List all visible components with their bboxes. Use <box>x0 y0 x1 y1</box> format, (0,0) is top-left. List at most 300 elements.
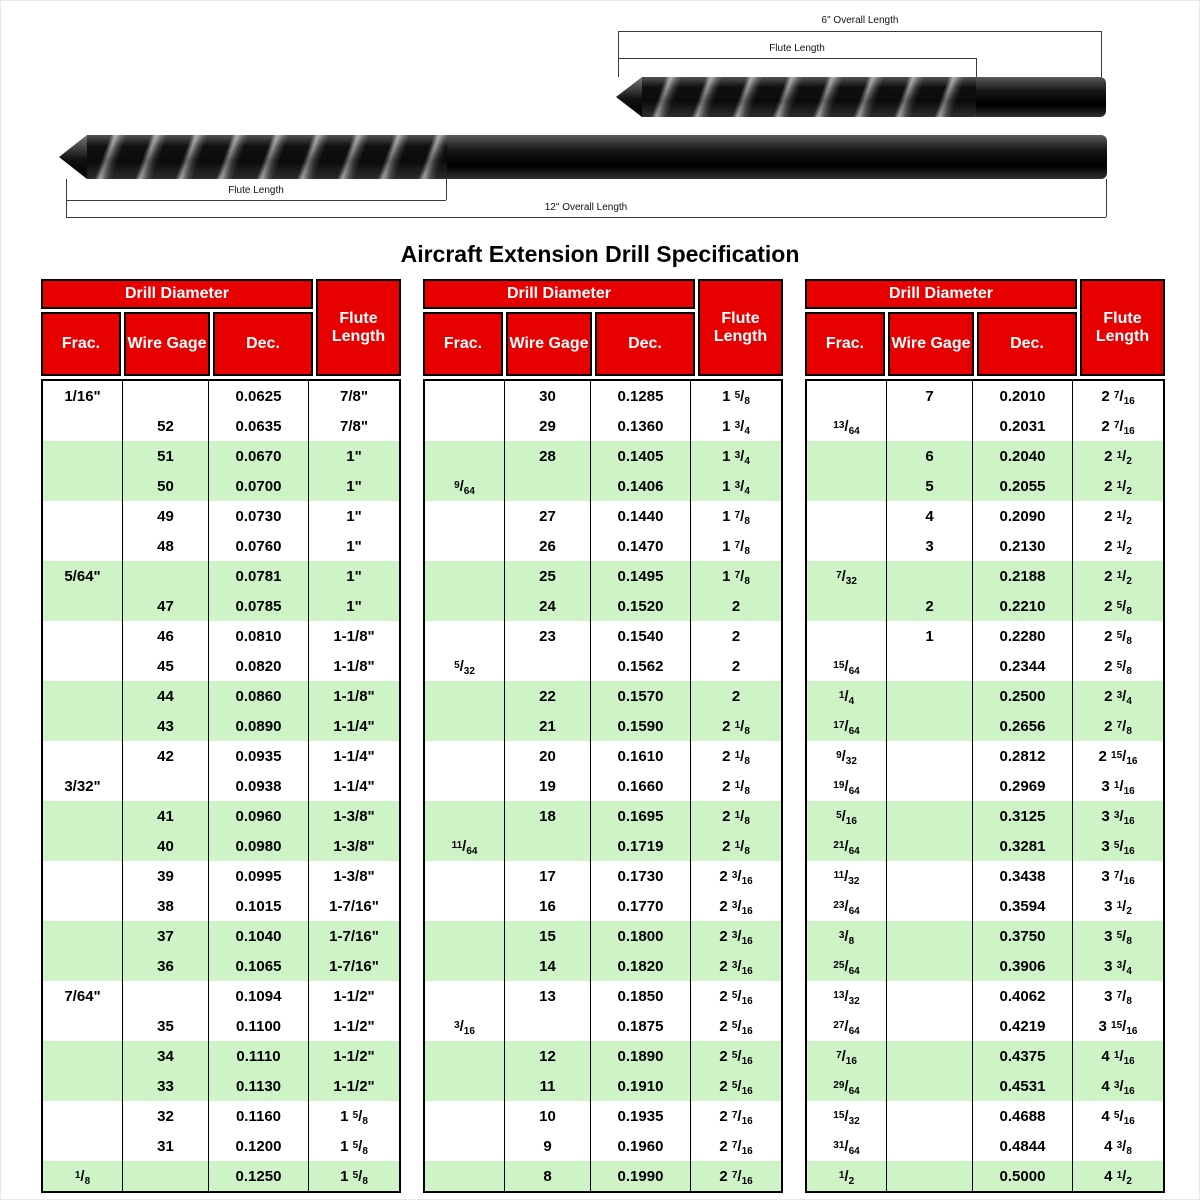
table-row <box>425 831 781 861</box>
flute-cell: 1-3/8" <box>333 867 375 885</box>
table-row <box>43 1041 399 1071</box>
frac-cell <box>43 801 123 831</box>
flute-cell: 1 $^7/_8$ <box>722 567 750 587</box>
drill-diameter-header: Drill Diameter <box>805 279 1077 309</box>
wire-cell: 6 <box>887 441 973 471</box>
flute-cell: 2 $^7/_{16}$ <box>719 1167 753 1187</box>
table-row <box>43 1011 399 1041</box>
table-row <box>807 951 1163 981</box>
frac-cell <box>43 681 123 711</box>
frac-cell <box>425 951 505 981</box>
dec-cell: 0.1890 <box>591 1041 691 1071</box>
table-row <box>425 981 781 1011</box>
wire-cell: 2 <box>887 591 973 621</box>
table-row <box>425 891 781 921</box>
frac-cell <box>43 1041 123 1071</box>
frac-header: Frac. <box>805 312 885 376</box>
dec-cell: 0.1730 <box>591 861 691 891</box>
wire-cell: 21 <box>505 711 591 741</box>
dec-cell: 0.4531 <box>973 1071 1073 1101</box>
table-row <box>425 861 781 891</box>
wire-cell <box>887 1101 973 1131</box>
dec-cell: 0.1960 <box>591 1131 691 1161</box>
table-row <box>43 501 399 531</box>
wire-cell: 23 <box>505 621 591 651</box>
wire-cell: 8 <box>505 1161 591 1191</box>
dec-cell: 0.1610 <box>591 741 691 771</box>
dec-cell: 0.0625 <box>209 381 309 411</box>
frac-cell: $^{11}/_{64}$ <box>425 831 505 861</box>
table-row <box>425 411 781 441</box>
frac-cell <box>807 501 887 531</box>
flute-cell: 2 <box>731 687 741 705</box>
frac-cell: $^{17}/_{64}$ <box>807 711 887 741</box>
table-row <box>807 1041 1163 1071</box>
wire-cell: 41 <box>123 801 209 831</box>
wire-cell: 46 <box>123 621 209 651</box>
frac-cell: 7/64" <box>43 981 123 1011</box>
table-header <box>805 279 1165 376</box>
table-row <box>807 681 1163 711</box>
table-row <box>43 711 399 741</box>
frac-cell <box>425 981 505 1011</box>
wire-cell: 20 <box>505 741 591 771</box>
dec-cell: 0.2130 <box>973 531 1073 561</box>
frac-cell <box>425 1071 505 1101</box>
flute-cell: 1 $^3/_4$ <box>722 417 750 437</box>
wire-cell <box>505 831 591 861</box>
dec-cell: 0.2040 <box>973 441 1073 471</box>
wire-cell: 11 <box>505 1071 591 1101</box>
dec-cell: 0.1910 <box>591 1071 691 1101</box>
table-row <box>43 561 399 591</box>
frac-cell <box>807 441 887 471</box>
wire-cell <box>123 981 209 1011</box>
flute-cell: 2 $^1/_8$ <box>722 717 750 737</box>
frac-cell <box>807 591 887 621</box>
wire-cell <box>887 741 973 771</box>
table-row <box>425 591 781 621</box>
flute-cell: 2 $^5/_8$ <box>1104 597 1132 617</box>
frac-cell <box>807 621 887 651</box>
dec-cell: 0.1406 <box>591 471 691 501</box>
frac-header: Frac. <box>41 312 121 376</box>
wire-cell: 49 <box>123 501 209 531</box>
dec-cell: 0.3594 <box>973 891 1073 921</box>
dec-cell: 0.0781 <box>209 561 309 591</box>
table-row <box>425 711 781 741</box>
table-row <box>425 441 781 471</box>
dec-cell: 0.4844 <box>973 1131 1073 1161</box>
wire-cell <box>887 1041 973 1071</box>
table-row <box>425 681 781 711</box>
table-row <box>807 831 1163 861</box>
wire-cell: 18 <box>505 801 591 831</box>
page-title: Aircraft Extension Drill Specification <box>400 241 800 267</box>
flute-cell: 1 $^5/_8$ <box>340 1167 368 1187</box>
table-row <box>43 891 399 921</box>
frac-cell <box>43 411 123 441</box>
table-row <box>807 1011 1163 1041</box>
dec-cell: 0.1770 <box>591 891 691 921</box>
wire-cell: 4 <box>887 501 973 531</box>
flute-cell: 2 $^5/_{16}$ <box>719 987 753 1007</box>
table-row <box>425 471 781 501</box>
frac-cell <box>425 501 505 531</box>
table-header <box>423 279 783 376</box>
wire-cell <box>887 681 973 711</box>
table-row <box>425 951 781 981</box>
frac-cell: $^{27}/_{64}$ <box>807 1011 887 1041</box>
dec-cell: 0.1110 <box>209 1041 309 1071</box>
flute-length-header: Flute Length <box>1080 279 1165 376</box>
drill-diameter-header: Drill Diameter <box>41 279 313 309</box>
frac-cell <box>425 711 505 741</box>
frac-cell <box>807 531 887 561</box>
dimension-tick <box>1106 179 1107 217</box>
wire-cell: 16 <box>505 891 591 921</box>
frac-cell <box>425 861 505 891</box>
flute-cell: 2 $^3/_{16}$ <box>719 897 753 917</box>
dec-cell: 0.1850 <box>591 981 691 1011</box>
flute-cell: 2 $^1/_2$ <box>1104 567 1132 587</box>
table-row <box>807 861 1163 891</box>
table-row <box>43 1131 399 1161</box>
table-row <box>425 771 781 801</box>
dec-cell: 0.0760 <box>209 531 309 561</box>
frac-cell: $^{19}/_{64}$ <box>807 771 887 801</box>
table-body <box>41 379 401 1193</box>
wire-cell: 3 <box>887 531 973 561</box>
table-row <box>807 471 1163 501</box>
wire-cell: 32 <box>123 1101 209 1131</box>
flute-cell: 2 $^1/_2$ <box>1104 537 1132 557</box>
flute-cell: 1" <box>346 507 362 525</box>
wire-cell: 50 <box>123 471 209 501</box>
dimension-tick <box>66 179 67 217</box>
frac-cell <box>43 441 123 471</box>
table-row <box>43 681 399 711</box>
dec-cell: 0.5000 <box>973 1161 1073 1191</box>
frac-cell <box>425 441 505 471</box>
frac-cell: $^5/_{32}$ <box>425 651 505 681</box>
flute-cell: 1 $^5/_8$ <box>722 387 750 407</box>
dec-cell: 0.1590 <box>591 711 691 741</box>
flute-cell: 2 $^1/_8$ <box>722 807 750 827</box>
frac-cell <box>43 1131 123 1161</box>
table-row <box>43 1101 399 1131</box>
table-row <box>807 1071 1163 1101</box>
dimension-line <box>618 31 1102 32</box>
flute-cell: 2 $^1/_8$ <box>722 747 750 767</box>
table-row <box>807 921 1163 951</box>
table-row <box>43 621 399 651</box>
dec-cell: 0.2055 <box>973 471 1073 501</box>
frac-cell <box>43 831 123 861</box>
dec-cell: 0.1065 <box>209 951 309 981</box>
wire-cell <box>887 801 973 831</box>
frac-cell <box>43 921 123 951</box>
dec-cell: 0.1495 <box>591 561 691 591</box>
dec-cell: 0.0785 <box>209 591 309 621</box>
table-row <box>425 501 781 531</box>
dec-cell: 0.4688 <box>973 1101 1073 1131</box>
table-row <box>807 441 1163 471</box>
dec-cell: 0.1660 <box>591 771 691 801</box>
dec-cell: 0.3281 <box>973 831 1073 861</box>
frac-cell <box>807 381 887 411</box>
table-row <box>43 381 399 411</box>
wire-cell <box>505 651 591 681</box>
frac-cell <box>43 531 123 561</box>
table-row <box>43 441 399 471</box>
flute-cell: 2 $^5/_8$ <box>1104 627 1132 647</box>
dec-cell: 0.1990 <box>591 1161 691 1191</box>
dec-cell: 0.1015 <box>209 891 309 921</box>
dec-cell: 0.0995 <box>209 861 309 891</box>
dec-cell: 0.3906 <box>973 951 1073 981</box>
table-row <box>43 801 399 831</box>
frac-cell <box>43 1011 123 1041</box>
table-row <box>807 561 1163 591</box>
flute-cell: 2 $^7/_{16}$ <box>719 1107 753 1127</box>
table-row <box>425 1071 781 1101</box>
dec-cell: 0.0890 <box>209 711 309 741</box>
wire-cell: 45 <box>123 651 209 681</box>
wire-cell <box>887 1071 973 1101</box>
wire-cell <box>505 1011 591 1041</box>
flute-cell: 2 $^5/_8$ <box>1104 657 1132 677</box>
wire-cell: 40 <box>123 831 209 861</box>
dimension-tick <box>618 31 619 77</box>
overall-length-label-6: 6" Overall Length <box>821 15 899 26</box>
flute-cell: 1-1/2" <box>333 987 375 1005</box>
frac-cell: $^1/_2$ <box>807 1161 887 1191</box>
frac-cell: $^{23}/_{64}$ <box>807 891 887 921</box>
table-row <box>807 981 1163 1011</box>
wire-cell: 13 <box>505 981 591 1011</box>
frac-cell <box>425 681 505 711</box>
wire-cell: 44 <box>123 681 209 711</box>
flute-cell: 2 $^1/_2$ <box>1104 447 1132 467</box>
flute-cell: 1" <box>346 567 362 585</box>
table-row <box>425 1131 781 1161</box>
table-row <box>807 501 1163 531</box>
flute-cell: 3 $^5/_{16}$ <box>1101 837 1135 857</box>
dec-cell: 0.1935 <box>591 1101 691 1131</box>
table-row <box>43 651 399 681</box>
wire-cell: 43 <box>123 711 209 741</box>
table-row <box>425 1011 781 1041</box>
wire-cell: 27 <box>505 501 591 531</box>
wire-cell <box>887 651 973 681</box>
frac-cell: $^9/_{32}$ <box>807 741 887 771</box>
wire-cell: 7 <box>887 381 973 411</box>
table-row <box>807 621 1163 651</box>
table-row <box>807 1161 1163 1191</box>
wire-cell: 19 <box>505 771 591 801</box>
frac-cell: $^{29}/_{64}$ <box>807 1071 887 1101</box>
dec-cell: 0.2010 <box>973 381 1073 411</box>
dec-cell: 0.2188 <box>973 561 1073 591</box>
wire-cell <box>887 1161 973 1191</box>
dec-cell: 0.1800 <box>591 921 691 951</box>
dec-cell: 0.0935 <box>209 741 309 771</box>
drill-shank <box>976 77 1106 117</box>
dec-cell: 0.1285 <box>591 381 691 411</box>
flute-cell: 1-1/2" <box>333 1017 375 1035</box>
dec-cell: 0.1160 <box>209 1101 309 1131</box>
dec-cell: 0.1440 <box>591 501 691 531</box>
wire-cell <box>887 711 973 741</box>
dimension-line <box>66 217 1106 218</box>
table-row <box>425 921 781 951</box>
table-row <box>425 651 781 681</box>
frac-cell <box>425 1161 505 1191</box>
flute-cell: 2 $^5/_{16}$ <box>719 1047 753 1067</box>
dec-cell: 0.4219 <box>973 1011 1073 1041</box>
wire-cell: 10 <box>505 1101 591 1131</box>
flute-cell: 2 $^1/_2$ <box>1104 477 1132 497</box>
frac-cell: 5/64" <box>43 561 123 591</box>
frac-cell: $^7/_{16}$ <box>807 1041 887 1071</box>
dec-cell: 0.0980 <box>209 831 309 861</box>
wire-cell <box>505 471 591 501</box>
wire-cell <box>123 1161 209 1191</box>
frac-cell <box>425 801 505 831</box>
flute-cell: 3 $^3/_{16}$ <box>1101 807 1135 827</box>
dimension-tick <box>446 179 447 200</box>
dec-cell: 0.1405 <box>591 441 691 471</box>
frac-cell: $^1/_8$ <box>43 1161 123 1191</box>
table-row <box>807 741 1163 771</box>
wire-cell: 35 <box>123 1011 209 1041</box>
frac-cell: $^9/_{64}$ <box>425 471 505 501</box>
wire-gage-header: Wire Gage <box>124 312 210 376</box>
table-row <box>43 861 399 891</box>
flute-cell: 2 <box>731 657 741 675</box>
dec-cell: 0.1200 <box>209 1131 309 1161</box>
drill-shank <box>447 135 1107 179</box>
drill-bit-6-inch <box>616 77 1106 117</box>
wire-cell: 22 <box>505 681 591 711</box>
flute-cell: 2 $^1/_8$ <box>722 777 750 797</box>
frac-cell <box>43 591 123 621</box>
dec-cell: 0.0670 <box>209 441 309 471</box>
flute-cell: 2 $^3/_{16}$ <box>719 867 753 887</box>
dec-cell: 0.1719 <box>591 831 691 861</box>
flute-cell: 1-7/16" <box>329 957 379 975</box>
flute-cell: 2 $^5/_{16}$ <box>719 1077 753 1097</box>
dec-cell: 0.2090 <box>973 501 1073 531</box>
table-row <box>807 711 1163 741</box>
wire-cell: 17 <box>505 861 591 891</box>
frac-cell <box>43 651 123 681</box>
flute-cell: 1" <box>346 477 362 495</box>
wire-cell <box>887 951 973 981</box>
frac-header: Frac. <box>423 312 503 376</box>
table-row <box>43 771 399 801</box>
dec-cell: 0.0960 <box>209 801 309 831</box>
flute-cell: 1-7/16" <box>329 897 379 915</box>
frac-cell <box>425 1131 505 1161</box>
frac-cell: $^1/_4$ <box>807 681 887 711</box>
wire-cell: 29 <box>505 411 591 441</box>
dimension-tick <box>976 58 977 77</box>
dec-cell: 0.1094 <box>209 981 309 1011</box>
frac-cell <box>425 591 505 621</box>
table-row <box>807 381 1163 411</box>
dec-cell: 0.0635 <box>209 411 309 441</box>
dec-cell: 0.3750 <box>973 921 1073 951</box>
frac-cell <box>43 891 123 921</box>
flute-cell: 4 $^3/_{16}$ <box>1101 1077 1135 1097</box>
table-row <box>807 1131 1163 1161</box>
flute-cell: 2 <box>731 597 741 615</box>
flute-cell: 4 $^1/_2$ <box>1104 1167 1132 1187</box>
flute-cell: 1-1/2" <box>333 1077 375 1095</box>
frac-cell <box>425 1041 505 1071</box>
frac-cell <box>43 471 123 501</box>
flute-cell: 2 $^7/_{16}$ <box>1101 417 1135 437</box>
wire-cell: 30 <box>505 381 591 411</box>
flute-cell: 3 $^3/_4$ <box>1104 957 1132 977</box>
frac-cell <box>43 861 123 891</box>
wire-cell <box>887 561 973 591</box>
flute-cell: 1" <box>346 447 362 465</box>
flute-cell: 4 $^5/_{16}$ <box>1101 1107 1135 1127</box>
flute-cell: 3 $^7/_8$ <box>1104 987 1132 1007</box>
drill-tip <box>59 135 87 179</box>
flute-cell: 7/8" <box>340 387 368 405</box>
dec-cell: 0.2031 <box>973 411 1073 441</box>
table-row <box>43 741 399 771</box>
flute-cell: 1-1/8" <box>333 687 375 705</box>
wire-cell <box>123 381 209 411</box>
table-row <box>43 531 399 561</box>
frac-cell <box>425 621 505 651</box>
drill-tip <box>616 77 642 117</box>
spec-table-middle <box>423 279 783 1193</box>
wire-cell: 9 <box>505 1131 591 1161</box>
flute-cell: 2 <box>731 627 741 645</box>
frac-cell: $^{13}/_{32}$ <box>807 981 887 1011</box>
flute-cell: 1 $^3/_4$ <box>722 447 750 467</box>
flute-cell: 2 $^1/_8$ <box>722 837 750 857</box>
dec-cell: 0.0938 <box>209 771 309 801</box>
flute-cell: 2 $^5/_{16}$ <box>719 1017 753 1037</box>
flute-cell: 3 $^1/_2$ <box>1104 897 1132 917</box>
table-row <box>425 1161 781 1191</box>
flute-cell: 3 $^1/_{16}$ <box>1101 777 1135 797</box>
frac-cell: 3/32" <box>43 771 123 801</box>
flute-cell: 4 $^1/_{16}$ <box>1101 1047 1135 1067</box>
table-row <box>425 621 781 651</box>
wire-cell: 37 <box>123 921 209 951</box>
flute-cell: 1-1/8" <box>333 657 375 675</box>
wire-cell <box>887 1011 973 1041</box>
dec-cell: 0.2812 <box>973 741 1073 771</box>
spec-table-left <box>41 279 401 1193</box>
wire-cell <box>123 561 209 591</box>
dec-cell: 0.4062 <box>973 981 1073 1011</box>
table-row <box>807 591 1163 621</box>
dec-cell: 0.1360 <box>591 411 691 441</box>
flute-cell: 1-1/4" <box>333 747 375 765</box>
flute-length-header: Flute Length <box>698 279 783 376</box>
dec-header: Dec. <box>977 312 1077 376</box>
dec-cell: 0.1540 <box>591 621 691 651</box>
